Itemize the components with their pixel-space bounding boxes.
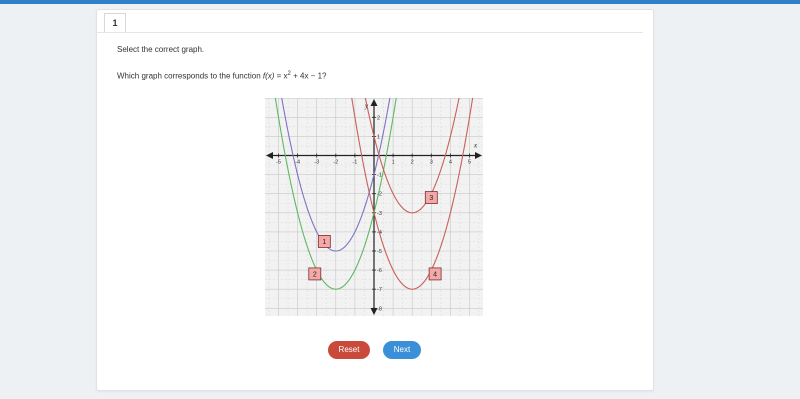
x-tick-label: 2 [410, 159, 414, 166]
question-rest: + 4x − 1? [290, 71, 327, 81]
graph-label-2: 2 [312, 271, 317, 279]
y-tick-label: -2 [377, 191, 382, 198]
y-tick-label: -1 [377, 172, 382, 179]
x-tick-label: -5 [276, 159, 281, 166]
x-axis-label: x [474, 141, 478, 150]
y-tick-label: -6 [377, 268, 382, 275]
question-exponent: 2 [287, 71, 291, 77]
graph-label-4: 4 [433, 271, 438, 279]
question-card [96, 9, 654, 391]
x-tick-label: -2 [333, 159, 339, 166]
question-text [117, 71, 326, 81]
graph-label-1: 1 [322, 238, 327, 246]
x-tick-label: 4 [448, 159, 452, 166]
top-accent-bar [0, 0, 800, 4]
question-number-tab[interactable]: 1 [104, 13, 126, 32]
y-axis-label: y [365, 102, 369, 110]
question-header [97, 10, 643, 33]
next-button[interactable]: Next [383, 341, 421, 359]
instruction-text: Select the correct graph. [117, 45, 205, 54]
x-tick-label: 3 [429, 159, 433, 166]
y-tick-label: 2 [377, 115, 381, 122]
y-tick-label: -4 [377, 229, 382, 236]
y-tick-label: -3 [377, 210, 382, 217]
y-tick-label: 1 [377, 134, 381, 141]
x-tick-label: 1 [391, 159, 395, 166]
graph-chart [265, 98, 483, 316]
graph-label-3: 3 [429, 195, 434, 203]
reset-button[interactable]: Reset [328, 341, 370, 359]
y-tick-label: -5 [377, 249, 382, 255]
question-function: f(x) [262, 71, 275, 81]
y-tick-label: -7 [377, 287, 382, 294]
x-tick-label: -1 [352, 159, 358, 166]
y-tick-label: -8 [377, 306, 382, 313]
question-eq: = x [274, 71, 288, 81]
question-prefix: Which graph corresponds to the function [117, 71, 263, 81]
x-tick-label: -4 [295, 159, 301, 166]
x-tick-label: -3 [314, 159, 320, 166]
x-tick-label: 5 [467, 159, 472, 166]
